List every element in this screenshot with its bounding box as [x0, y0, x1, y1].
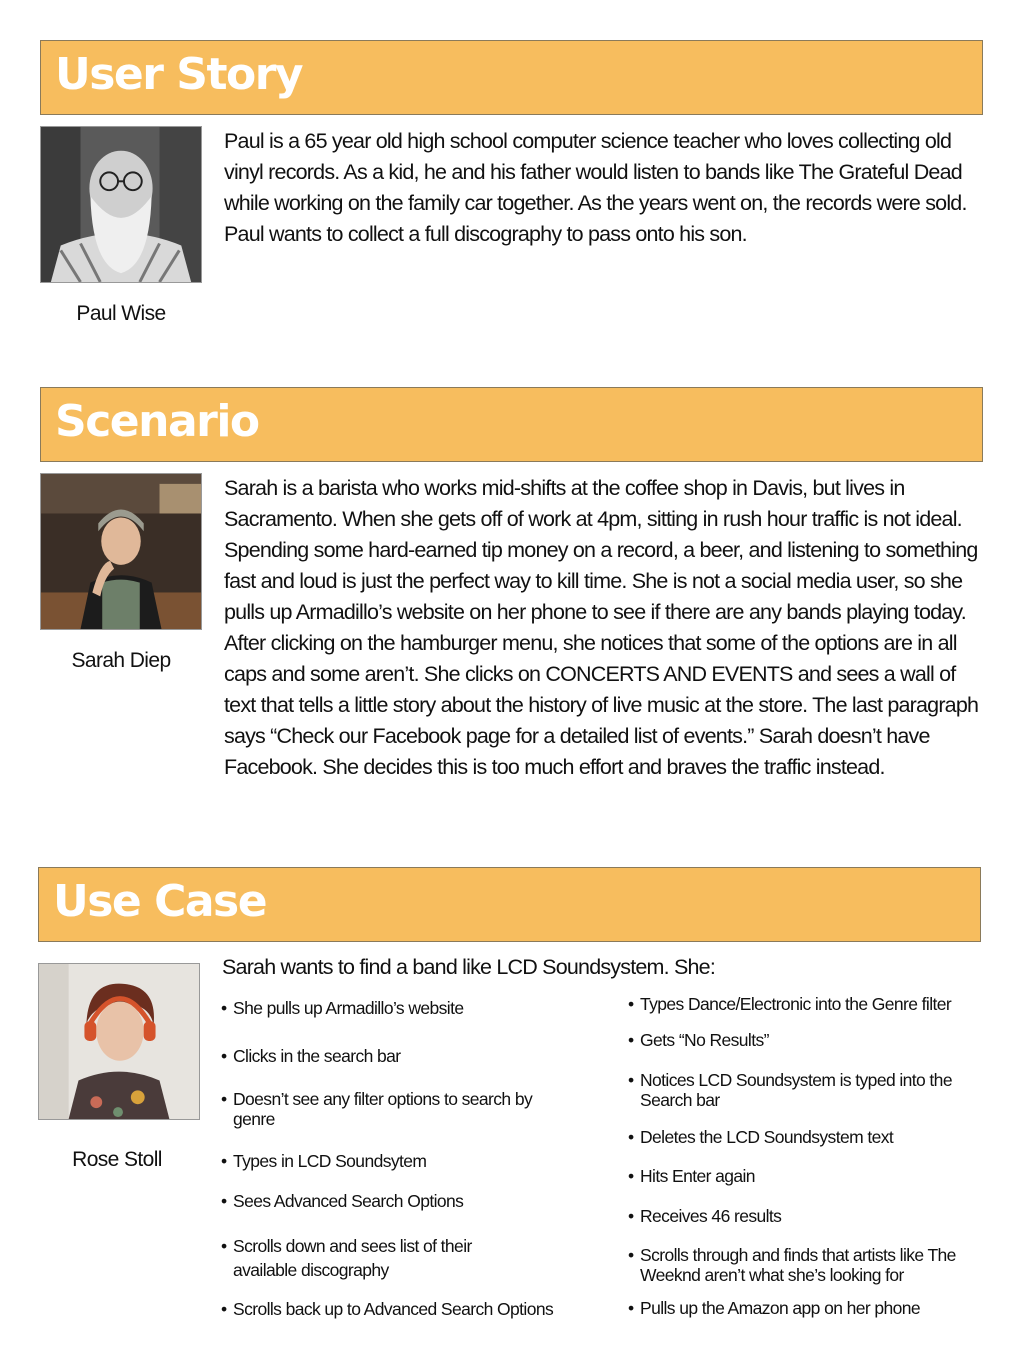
use-case-banner — [38, 867, 981, 942]
scenario-banner — [40, 387, 983, 462]
scenario-title: Scenario — [55, 396, 259, 447]
sarah-diep-name: Sarah Diep — [71, 649, 171, 672]
list-item: • Scrolls back up to Advanced Search Options — [221, 1299, 601, 1319]
list-item: • Hits Enter again — [628, 1166, 998, 1186]
list-item: • Receives 46 results — [628, 1206, 998, 1226]
user-story-text: Paul is a 65 year old high school computer science teacher who loves collecting old vinyl records. As a kid, he and his father would listen to bands like The Grateful Dead while working on the family car together. As the years went on, the records were sold. Paul wants to collect a full discography to pass onto his son. — [224, 129, 967, 246]
list-item: • Types Dance/Electronic into the Genre filter — [628, 994, 998, 1014]
use-case-intro: Sarah wants to find a band like LCD Soundsystem. She: — [222, 955, 716, 979]
list-item: • Sees Advanced Search Options — [221, 1191, 601, 1211]
user-story-title: User Story — [55, 49, 303, 100]
list-item: • Pulls up the Amazon app on her phone — [628, 1298, 998, 1318]
list-item: • Types in LCD Soundsytem — [221, 1151, 601, 1171]
rose-stoll-photo — [38, 963, 200, 1120]
paul-wise-name: Paul Wise — [76, 302, 166, 325]
list-item: • Deletes the LCD Soundsystem text — [628, 1127, 998, 1147]
list-item: • Clicks in the search bar — [221, 1046, 601, 1066]
list-item: • Doesn’t see any filter options to search by genre — [221, 1089, 551, 1129]
list-item: • She pulls up Armadillo’s website — [221, 998, 601, 1018]
list-item: • Scrolls through and finds that artists like The Weeknd aren’t what she’s looking for — [628, 1245, 993, 1285]
use-case-title: Use Case — [53, 876, 267, 927]
list-item: • Notices LCD Soundsystem is typed into the Search bar — [628, 1070, 993, 1110]
scenario-text: Sarah is a barista who works mid-shifts at the coffee shop in Davis, but lives in Sacramento. When she gets off of work at 4pm, sitting in rush hour traffic is not ideal. Spending some hard-earned tip money on a record, a beer, and listening to something fast and loud is just the perfect way to kill time. She is not a social media user, so she pulls up Armadillo’s website on her phone to see if there are any bands playing today. After clicking on the hamburger menu, she notices that some of the options are in all caps and some aren’t. She clicks on CONCERTS AND EVENTS and sees a wall of text that tells a little story about the history of live music at the store. The last paragraph says “Check our Facebook page for a detailed list of events.” Sarah doesn’t have Facebook. She decides this is too much effort and braves the traffic instead. — [224, 476, 979, 779]
list-item: • Scrolls down and sees list of their available discography — [221, 1234, 511, 1282]
list-item: • Gets “No Results” — [628, 1030, 998, 1050]
user-story-banner — [40, 40, 983, 115]
paul-wise-photo — [40, 126, 202, 283]
sarah-diep-photo — [40, 473, 202, 630]
rose-stoll-name: Rose Stoll — [72, 1148, 162, 1171]
